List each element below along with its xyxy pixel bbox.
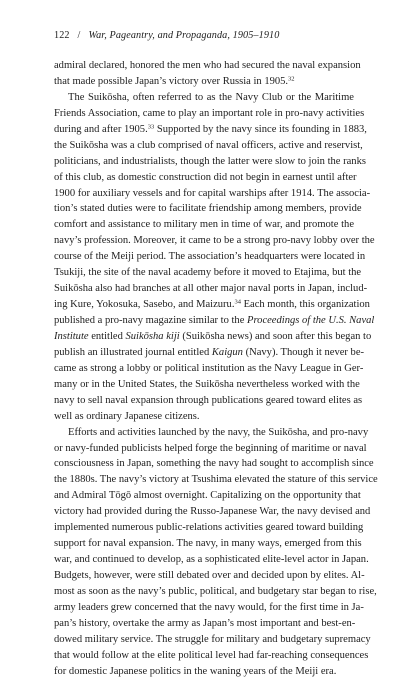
text-line [54, 217, 354, 233]
text-line [54, 297, 370, 313]
text-line [54, 425, 369, 441]
text-line [54, 584, 377, 600]
text-segment: Budgets, however, were still debated over and decided upon by elites. Al- [54, 570, 365, 581]
text-segment: or navy-funded publicists helped forge the beginning of maritime or naval [54, 442, 367, 454]
text-line [54, 138, 363, 154]
text-line [54, 106, 365, 122]
text-line [54, 361, 364, 377]
text-segment: admiral declared, honored the men who had secured the naval expansion [54, 60, 361, 71]
text-segment: and Admiral Tōgō almost overnight. Capitalizing on the opportunity that [54, 490, 361, 502]
text-line [54, 74, 354, 90]
text-line [54, 58, 361, 74]
text-segment: The Suikōsha, often referred to as the Navy Club or the Maritime [68, 91, 354, 103]
text-segment: Efforts and activities launched by the navy, the Suikōsha, and pro-navy [68, 426, 369, 438]
text-line [54, 233, 375, 249]
text-line [54, 281, 368, 297]
text-line [54, 122, 367, 138]
text-line [54, 488, 361, 504]
text-segment: came as strong a lobby or political institution as the Navy League in Ger- [54, 362, 364, 374]
text-segment: the Suikōsha was a club comprised of naval officers, active and reservist, [54, 139, 363, 151]
text-segment: (Navy). Though it never be- [242, 346, 365, 358]
italic-text: Proceedings of the U.S. Naval [247, 315, 375, 326]
text-segment: support for naval expansion. The navy, in many ways, emerged from this [54, 538, 362, 550]
text-line [54, 201, 362, 217]
text-line [54, 313, 375, 329]
text-line [54, 249, 366, 265]
text-segment: well as ordinary Japanese citizens. [54, 410, 200, 422]
text-line [54, 329, 372, 345]
text-segment: Each month, this organization [240, 299, 370, 311]
body-text [54, 58, 378, 680]
text-segment: Supported by the navy since its founding in 1883, [154, 123, 367, 135]
italic-text: Institute [54, 330, 89, 342]
text-line [54, 154, 366, 170]
text-segment: pan’s history, overtake the army as Japan’s most important and best-en- [54, 617, 356, 629]
text-line [54, 552, 369, 568]
text-line [54, 520, 364, 536]
italic-text: Suikōsha kiji [125, 330, 180, 342]
text-segment: army leaders grew concerned that the navy would, for the first time in Ja- [54, 601, 364, 613]
page-number: 122 [54, 30, 70, 41]
text-line [54, 170, 357, 186]
text-segment: that made possible Japan’s victory over Russia in 1905. [54, 75, 289, 87]
text-segment: tion’s stated duties were to facilitate friendship among members, provide [54, 203, 362, 215]
text-segment: for domestic Japanese politics in the waning years of the Meiji era. [54, 665, 337, 677]
text-segment: that would follow at the elite political level had far-reaching consequences [54, 649, 369, 661]
text-line [54, 536, 362, 552]
text-line [54, 632, 371, 648]
text-line [54, 393, 363, 409]
text-line [54, 472, 378, 488]
italic-text: Kaigun [211, 346, 243, 358]
text-segment: navy to sell naval expansion through publications geared toward elites as [54, 394, 363, 406]
text-line [54, 409, 354, 425]
text-segment: course of the Meiji period. The association’s headquarters were located in [54, 251, 366, 263]
running-title: War, Pageantry, and Propaganda, 1905–1910 [88, 30, 280, 41]
text-line [54, 504, 371, 520]
text-line [54, 186, 371, 202]
text-segment: navy’s profession. Moreover, it came to be a strong pro-navy lobby over the [54, 235, 375, 247]
text-segment: consciousness in Japan, something the navy had sought to accomplish since [54, 458, 374, 470]
text-line [54, 345, 365, 361]
text-line [54, 600, 364, 616]
running-header [54, 30, 279, 41]
text-segment: 1900 for auxiliary vessels and for capital warships after 1914. The associa- [54, 187, 371, 199]
text-segment: published a pro-navy magazine similar to the [54, 315, 248, 326]
text-line [54, 90, 354, 106]
text-line [54, 456, 374, 472]
text-line [54, 568, 365, 584]
text-segment: comfort and assistance to military men in time of war, and promote the [54, 219, 354, 231]
text-line [54, 377, 360, 393]
text-segment: entitled [88, 330, 126, 342]
footnote-ref: 33 [147, 123, 155, 131]
text-segment: dowed military service. The struggle for military and budgetary supremacy [54, 633, 371, 645]
header-separator: / [77, 30, 81, 41]
footnote-ref: 34 [234, 298, 241, 306]
text-segment: Tsukiji, the site of the naval academy before it moved to Etajima, but the [54, 267, 362, 279]
text-segment: during and after 1905. [54, 123, 148, 135]
text-segment: most as soon as the navy’s public, political, and budgetary star began to rise, [54, 585, 377, 597]
text-line [54, 648, 369, 664]
text-segment: (Suikōsha news) and soon after this began to [179, 330, 372, 342]
text-segment: Friends Association, came to play an important role in pro-navy activities [54, 107, 365, 119]
footnote-ref: 32 [288, 75, 295, 83]
text-segment: Suikōsha also had branches at all other major naval ports in Japan, includ- [54, 283, 368, 295]
text-line [54, 265, 362, 281]
text-segment: of this club, as domestic construction did not begin in earnest until after [54, 171, 357, 183]
text-segment: implemented numerous public-relations activities geared toward building [54, 522, 364, 534]
text-segment: politicians, and industrialists, though the latter were slow to join the ranks [54, 155, 366, 167]
text-segment: victory had provided during the Russo-Japanese War, the navy devised and [54, 506, 371, 518]
text-segment: many or in the United States, the Suikōsha nevertheless worked with the [54, 378, 360, 390]
text-segment: publish an illustrated journal entitled [54, 346, 212, 358]
text-line [54, 616, 354, 632]
text-line [54, 441, 367, 457]
text-segment: ing Kure, Yokosuka, Sasebo, and Maizuru. [54, 299, 235, 311]
text-segment: the 1880s. The navy’s victory at Tsushima elevated the stature of this service [54, 474, 378, 486]
text-line [54, 664, 354, 680]
text-segment: war, and continued to develop, as a sophisticated elite-level actor in Japan. [54, 554, 369, 566]
